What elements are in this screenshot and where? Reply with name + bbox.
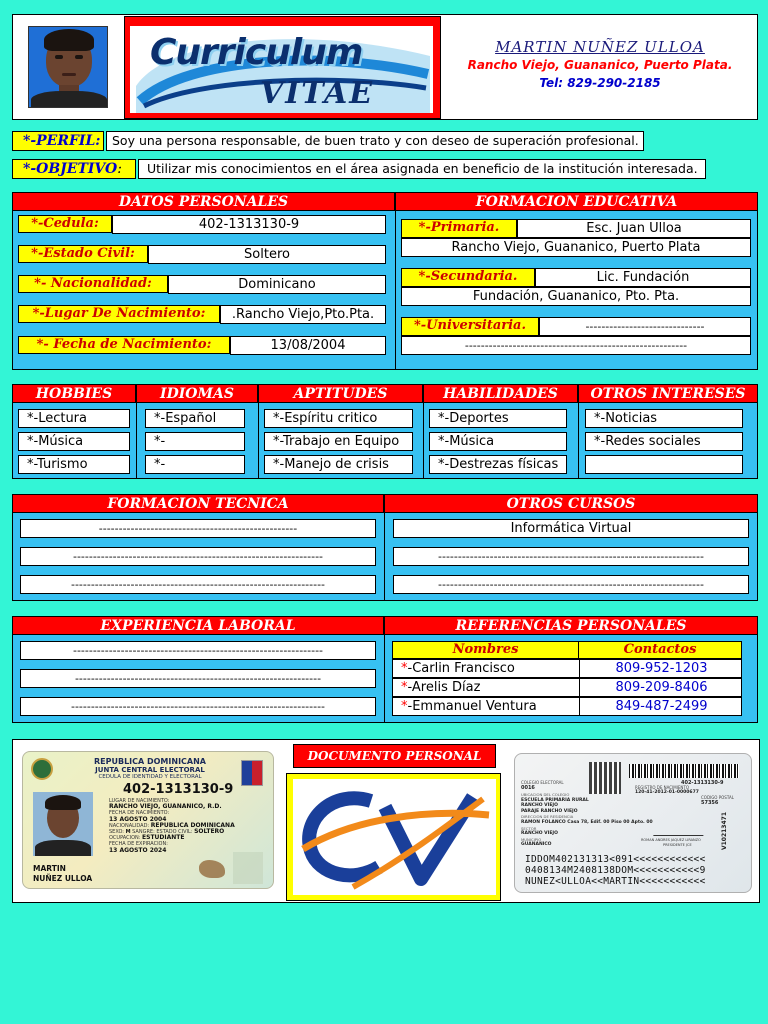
id-back-postal: 57356 xyxy=(701,800,719,806)
habilidad-item: *-Deportes xyxy=(429,409,567,428)
id-agency: JUNTA CENTRAL ELECTORAL xyxy=(95,766,205,774)
intereses-divider-2 xyxy=(258,403,259,479)
id-occupation: ESTUDIANTE xyxy=(142,834,185,842)
referencia-phone: 849-487-2499 xyxy=(579,698,743,716)
lugar-nacimiento-value: .Rancho Viejo,Pto.Pta. xyxy=(220,305,386,324)
formacion-tecnica-row: ---------------------------------------------------------------- xyxy=(20,575,376,594)
experiencia-row: ---------------------------------------------------------------- xyxy=(20,697,376,716)
experiencia-row: --------------------------------------------------------------- xyxy=(20,641,376,660)
id-expiry-label: FECHA DE EXPIRACION: xyxy=(109,841,168,848)
estado-civil-value: Soltero xyxy=(148,245,386,264)
id-birthdate-label: FECHA DE NACIMIENTO: xyxy=(109,810,170,817)
id-nationality-label: NACIONALIDAD: xyxy=(109,822,150,829)
referencia-name xyxy=(401,660,515,678)
intereses-divider-3 xyxy=(423,403,424,479)
datos-divider xyxy=(395,211,396,370)
id-back-sector: RANCHO VIEJO xyxy=(521,831,558,837)
id-card-type: CEDULA DE IDENTIDAD Y ELECTORAL xyxy=(98,774,202,780)
id-back-signer-title: PRESIDENTE JCE xyxy=(663,843,692,847)
hobby-item: *-Turismo xyxy=(18,455,130,474)
mrz-line-1: IDDOM402131313<091<<<<<<<<<<<< xyxy=(525,854,706,865)
referencia-name-text: -Emmanuel Ventura xyxy=(407,699,537,714)
referencia-name xyxy=(401,679,480,697)
otro-interes-item xyxy=(585,455,743,474)
cv-logo xyxy=(293,779,496,895)
id-blood-label: SANGRE: xyxy=(132,829,155,836)
id-fields xyxy=(109,798,271,854)
id-country: REPUBLICA DOMINICANA xyxy=(93,757,206,766)
perfil-text: Soy una persona responsable, de buen trato y con deseo de superación profesional. xyxy=(106,131,644,151)
id-back-colegio: 0016 xyxy=(521,785,535,791)
otro-interes-item: *-Noticias xyxy=(585,409,743,428)
id-card-back xyxy=(514,753,752,893)
mrz-line-3: NUNEZ<ULLOA<<MARTIN<<<<<<<<<<< xyxy=(525,876,706,887)
fecha-nacimiento-value: 13/08/2004 xyxy=(230,336,386,355)
aptitud-item: *-Manejo de crisis xyxy=(264,455,413,474)
intereses-divider-1 xyxy=(136,403,137,479)
fecha-nacimiento-label: *- Fecha de Nacimiento: xyxy=(18,336,230,354)
aptitudes-title: APTITUDES xyxy=(258,384,423,403)
otros-cursos-title: OTROS CURSOS xyxy=(384,494,758,513)
id-back-location-3: PARAJE RANCHO VIEJO xyxy=(521,808,578,814)
id-back-sector-label: SECTOR xyxy=(521,825,537,831)
id-coat-of-arms-icon xyxy=(31,758,53,780)
otros-cursos-row: Informática Virtual xyxy=(393,519,749,538)
tecnica-divider xyxy=(384,513,385,601)
datos-personales-title: DATOS PERSONALES xyxy=(12,192,395,211)
candidate-phone: Tel: 829-290-2185 xyxy=(539,76,661,90)
hobby-item: *-Música xyxy=(18,432,130,451)
referencia-name-text: -Arelis Díaz xyxy=(407,680,481,695)
referencia-phone: 809-209-8406 xyxy=(579,679,743,697)
id-back-location-label: UBICACION DEL COLEGIO xyxy=(521,792,570,797)
objetivo-label-colon: : xyxy=(117,161,122,177)
idiomas-title: IDIOMAS xyxy=(136,384,258,403)
id-photo xyxy=(33,792,93,856)
barcode-icon xyxy=(629,764,739,778)
secundaria-school: Lic. Fundación xyxy=(535,268,751,287)
logo-word-vitae: VITAE xyxy=(260,76,375,111)
referencias-col-nombres: Nombres xyxy=(392,641,579,659)
objetivo-text: Utilizar mis conocimientos en el área asignada en beneficio de la institución interesada. xyxy=(138,159,706,179)
referencia-row xyxy=(392,697,742,716)
curriculum-vitae-logo xyxy=(130,26,433,113)
referencia-asterisk: * xyxy=(401,680,408,695)
id-back-address-label: DIRECCION DE RESIDENCIA xyxy=(521,814,574,820)
id-ghost-photo xyxy=(233,852,263,884)
primaria-label: *-Primaria. xyxy=(401,219,517,238)
id-map-icon xyxy=(199,860,225,878)
candidate-name: MARTIN NUÑEZ ULLOA xyxy=(495,38,705,56)
id-card-front xyxy=(22,751,274,889)
id-nationality: REPUBLICA DOMINICANA xyxy=(150,821,235,829)
id-occupation-label: OCUPACION: xyxy=(109,835,141,842)
otros-intereses-title: OTROS INTERESES xyxy=(578,384,758,403)
idioma-item: *- xyxy=(145,432,245,451)
referencia-asterisk: * xyxy=(401,661,408,676)
referencias-personales-title: REFERENCIAS PERSONALES xyxy=(384,616,758,635)
referencia-row xyxy=(392,659,742,678)
id-back-location-1: ESCUELA PRIMARIA RURAL xyxy=(521,797,589,803)
candidate-address: Rancho Viejo, Guananico, Puerto Plata. xyxy=(467,58,733,72)
hobby-item: *-Lectura xyxy=(18,409,130,428)
id-back-birth-reg: 120-41-2012-01-0000677 xyxy=(635,790,699,795)
id-sex: M xyxy=(125,829,131,836)
logo-word-curriculum: Curriculum xyxy=(150,32,363,73)
id-expiry: 13 AGOSTO 2024 xyxy=(109,846,167,854)
experiencia-divider xyxy=(384,635,385,723)
objetivo-label xyxy=(12,159,136,179)
id-back-municipio: GUANANICO xyxy=(521,842,552,848)
referencia-row xyxy=(392,678,742,697)
id-sex-label: SEXO: xyxy=(109,829,124,836)
documento-personal-title: DOCUMENTO PERSONAL xyxy=(293,744,496,768)
id-birthplace: RANCHO VIEJO, GUANANICO, R.D. xyxy=(109,803,222,811)
nacionalidad-value: Dominicano xyxy=(168,275,386,294)
referencia-asterisk: * xyxy=(401,699,408,714)
id-civil-label: ESTADO CIVIL: xyxy=(156,829,193,836)
secundaria-label: *-Secundaria. xyxy=(401,268,535,287)
id-back-address: RAMON FOLANCO Casa 78, Edif. 00 Piso 00 Apto. 00 xyxy=(521,819,653,825)
idioma-item: *-Español xyxy=(145,409,245,428)
referencia-name xyxy=(401,698,537,716)
otro-interes-item: *-Redes sociales xyxy=(585,432,743,451)
lugar-nacimiento-label: *-Lugar De Nacimiento: xyxy=(18,305,220,323)
id-back-side-number: V10213471 xyxy=(721,812,728,851)
id-civil: SOLTERO xyxy=(194,828,225,836)
formacion-educativa-title: FORMACION EDUCATIVA xyxy=(395,192,758,211)
qr-code-icon xyxy=(589,762,621,794)
id-back-mrz xyxy=(525,854,706,887)
hobbies-title: HOBBIES xyxy=(12,384,136,403)
primaria-school: Esc. Juan Ulloa xyxy=(517,219,751,238)
id-back-location xyxy=(521,792,653,848)
cedula-value: 402-1313130-9 xyxy=(112,215,386,234)
referencia-name-text: -Carlin Francisco xyxy=(407,661,515,676)
intereses-divider-4 xyxy=(578,403,579,479)
estado-civil-label: *-Estado Civil: xyxy=(18,245,148,263)
id-back-birth-reg-label: REGISTRO DE NACIMIENTO xyxy=(635,785,690,790)
habilidad-item: *-Destrezas físicas xyxy=(429,455,567,474)
objetivo-label-text: *-OBJETIVO xyxy=(23,161,118,177)
formacion-tecnica-title: FORMACION TECNICA xyxy=(12,494,384,513)
cedula-label: *-Cedula: xyxy=(18,215,112,233)
experiencia-laboral-title: EXPERIENCIA LABORAL xyxy=(12,616,384,635)
id-number: 402-1313130-9 xyxy=(123,782,234,797)
primaria-place: Rancho Viejo, Guananico, Puerto Plata xyxy=(401,238,751,257)
id-birthplace-label: LUGAR DE NACIMIENTO: xyxy=(109,798,170,804)
id-back-number: 402-1313130-9 xyxy=(681,780,724,786)
referencia-phone: 809-952-1203 xyxy=(579,660,743,678)
id-back-signature-icon xyxy=(653,826,707,836)
id-back-location-2: RANCHO VIEJO xyxy=(521,803,558,809)
id-flag-icon xyxy=(241,760,263,786)
aptitud-item: *-Trabajo en Equipo xyxy=(264,432,413,451)
id-holder-first: MARTIN xyxy=(33,864,66,873)
id-back-colegio-label: COLEGIO ELECTORAL xyxy=(521,780,564,785)
id-back-signer: ROMAN ANDRES JAQUEZ LIRANZO xyxy=(641,838,701,842)
referencias-col-contactos: Contactos xyxy=(578,641,742,659)
experiencia-row: -------------------------------------------------------------- xyxy=(20,669,376,688)
formacion-tecnica-row: --------------------------------------------------------------- xyxy=(20,547,376,566)
perfil-label: *-PERFIL: xyxy=(12,131,104,151)
idioma-item: *- xyxy=(145,455,245,474)
id-birthdate: 13 AGOSTO 2004 xyxy=(109,815,167,823)
id-holder-last: NUÑEZ ULLOA xyxy=(33,874,93,883)
universitaria-place: -------------------------------------------------------- xyxy=(401,336,751,355)
universitaria-school: ------------------------------ xyxy=(539,317,751,336)
otros-cursos-row: ------------------------------------------------------------------- xyxy=(393,547,749,566)
id-back-municipio-label: MUNICIPIO xyxy=(521,836,542,842)
habilidad-item: *-Música xyxy=(429,432,567,451)
formacion-tecnica-row: -------------------------------------------------- xyxy=(20,519,376,538)
aptitud-item: *-Espíritu critico xyxy=(264,409,413,428)
universitaria-label: *-Universitaria. xyxy=(401,317,539,336)
otros-cursos-row: ------------------------------------------------------------------- xyxy=(393,575,749,594)
profile-photo xyxy=(28,26,108,108)
mrz-line-2: 0408134M2408138DOM<<<<<<<<<<<9 xyxy=(525,865,706,876)
id-back-postal-label: CODIGO POSTAL xyxy=(701,795,734,800)
secundaria-place: Fundación, Guananico, Pto. Pta. xyxy=(401,287,751,306)
habilidades-title: HABILIDADES xyxy=(423,384,578,403)
nacionalidad-label: *- Nacionalidad: xyxy=(18,275,168,293)
